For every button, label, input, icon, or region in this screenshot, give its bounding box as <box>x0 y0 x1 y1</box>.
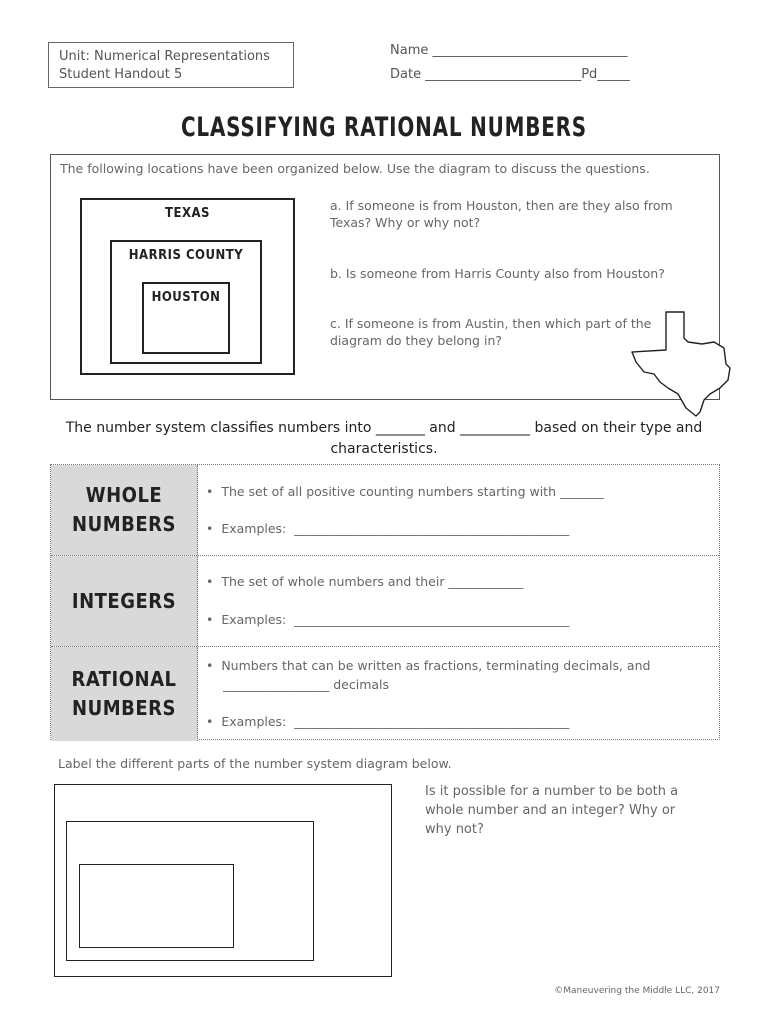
rational-numbers-definition-blank[interactable]: _________________ decimals <box>223 677 390 692</box>
whole-numbers-definition[interactable]: • The set of all positive counting numbers starting with _______ <box>206 484 604 499</box>
whole-numbers-label-line1: WHOLE <box>85 483 163 507</box>
date-period-field[interactable]: Date ________________________Pd_____ <box>390 67 630 82</box>
integers-label-cell <box>51 556 198 646</box>
number-system-diagram-inner-box[interactable] <box>79 864 234 948</box>
intro-instruction: The following locations have been organized below. Use the diagram to discuss the questions. <box>60 161 650 176</box>
integers-examples[interactable]: • Examples: ____________________________________________ <box>206 612 570 627</box>
whole-numbers-label-cell <box>51 465 198 555</box>
rational-numbers-label-line1: RATIONAL <box>71 667 177 691</box>
handout-label: Student Handout 5 <box>59 67 183 82</box>
table-row-whole-numbers <box>51 465 719 556</box>
unit-info-box <box>48 42 294 88</box>
number-system-statement: The number system classifies numbers into _______ and __________ based on their type and characteristics. <box>65 420 703 457</box>
question-b: b. Is someone from Harris County also from Houston? <box>330 266 665 281</box>
texas-outline-icon <box>628 308 734 418</box>
name-field[interactable]: Name ______________________________ <box>390 43 628 58</box>
whole-integer-question: Is it possible for a number to be both a whole number and an integer? Why or why not? <box>425 784 679 837</box>
page-title: CLASSIFYING RATIONAL NUMBERS <box>180 112 587 143</box>
unit-label: Unit: Numerical Representations <box>59 49 270 64</box>
integers-label: INTEGERS <box>71 588 177 613</box>
label-instruction: Label the different parts of the number system diagram below. <box>58 756 452 771</box>
whole-numbers-examples[interactable]: • Examples: ____________________________________________ <box>206 521 570 536</box>
rational-numbers-label-cell <box>51 647 198 741</box>
harris-county-label: HARRIS COUNTY <box>128 248 244 263</box>
rational-numbers-examples[interactable]: • Examples: ____________________________________________ <box>206 714 570 729</box>
rational-numbers-label-line2: NUMBERS <box>72 696 176 720</box>
houston-label: HOUSTON <box>151 290 221 305</box>
question-a: a. If someone is from Houston, then are they also from Texas? Why or why not? <box>330 198 673 230</box>
texas-label: TEXAS <box>165 206 210 221</box>
classification-table <box>50 464 720 740</box>
rational-numbers-definition: • Numbers that can be written as fractions, terminating decimals, and <box>206 658 651 673</box>
question-c: c. If someone is from Austin, then which part of the diagram do they belong in? <box>330 316 652 348</box>
table-row-integers <box>51 556 719 647</box>
copyright-notice: ©Maneuvering the Middle LLC, 2017 <box>554 986 720 996</box>
table-row-rational-numbers <box>51 647 719 741</box>
integers-definition[interactable]: • The set of whole numbers and their ____________ <box>206 574 524 589</box>
whole-numbers-label-line2: NUMBERS <box>72 512 176 536</box>
